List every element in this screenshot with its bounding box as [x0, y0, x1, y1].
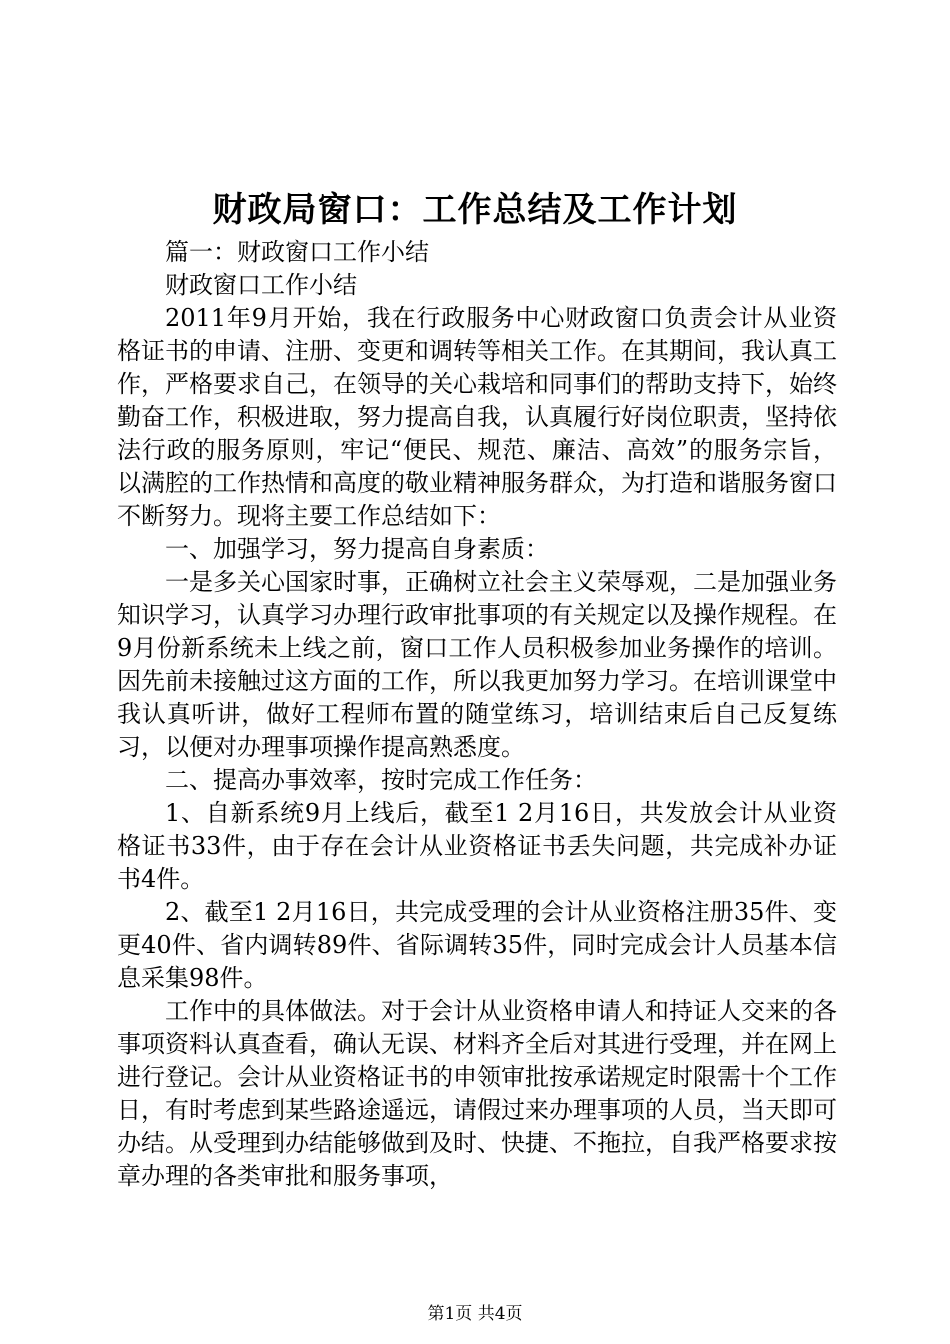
paragraph: 财政窗口工作小结 — [165, 271, 357, 299]
document-body — [117, 236, 837, 1193]
paragraph: 工作中的具体做法。对于会计从业资格申请人和持证人交来的各事项资料认真查看，确认无误、材料齐全后对其进行受理，并在网上进行登记。会计从业资格证书的申领审批按承诺规定时限需十个工作日，有时考虑到某些路途遥远，请假过来办理事项的人员，当天即可办结。从受理到办结能够做到及时、快捷、不拖拉，自我严格要求按章办理的各类审批和服务事项， — [117, 997, 837, 1190]
paragraph: 2011年9月开始，我在行政服务中心财政窗口负责会计从业资格证书的申请、注册、变更和调转等相关工作。在其期间，我认真工作，严格要求自己，在领导的关心栽培和同事们的帮助支持下，始终勤奋工作，积极进取，努力提高自我，认真履行好岗位职责，坚持依法行政的服务原则，牢记“便民、规范、廉洁、高效”的服务宗旨，以满腔的工作热情和高度的敬业精神服务群众，为打造和谐服务窗口不断努力。现将主要工作总结如下： — [117, 304, 837, 530]
paragraph: 一是多关心国家时事，正确树立社会主义荣辱观，二是加强业务知识学习，认真学习办理行政审批事项的有关规定以及操作规程。在9月份新系统未上线之前，窗口工作人员积极参加业务操作的培训。因先前未接触过这方面的工作，所以我更加努力学习。在培训课堂中我认真听讲，做好工程师布置的随堂练习，培训结束后自己反复练习，以便对办理事项操作提高熟悉度。 — [117, 568, 837, 761]
page-number-footer: 第1页 共4页 — [427, 1304, 523, 1324]
paragraph: 1、自新系统9月上线后，截至1 2月16日，共发放会计从业资格证书33件，由于存在会计从业资格证书丢失问题，共完成补办证书4件。 — [117, 799, 837, 893]
paragraph: 2、截至1 2月16日，共完成受理的会计从业资格注册35件、变更40件、省内调转89件、省际调转35件，同时完成会计人员基本信息采集98件。 — [117, 898, 837, 992]
paragraph: 一、加强学习，努力提高自身素质： — [165, 535, 549, 563]
document-title: 财政局窗口：工作总结及工作计划 — [212, 190, 738, 230]
paragraph: 篇一：财政窗口工作小结 — [165, 238, 429, 266]
paragraph: 二、提高办事效率，按时完成工作任务： — [165, 766, 597, 794]
